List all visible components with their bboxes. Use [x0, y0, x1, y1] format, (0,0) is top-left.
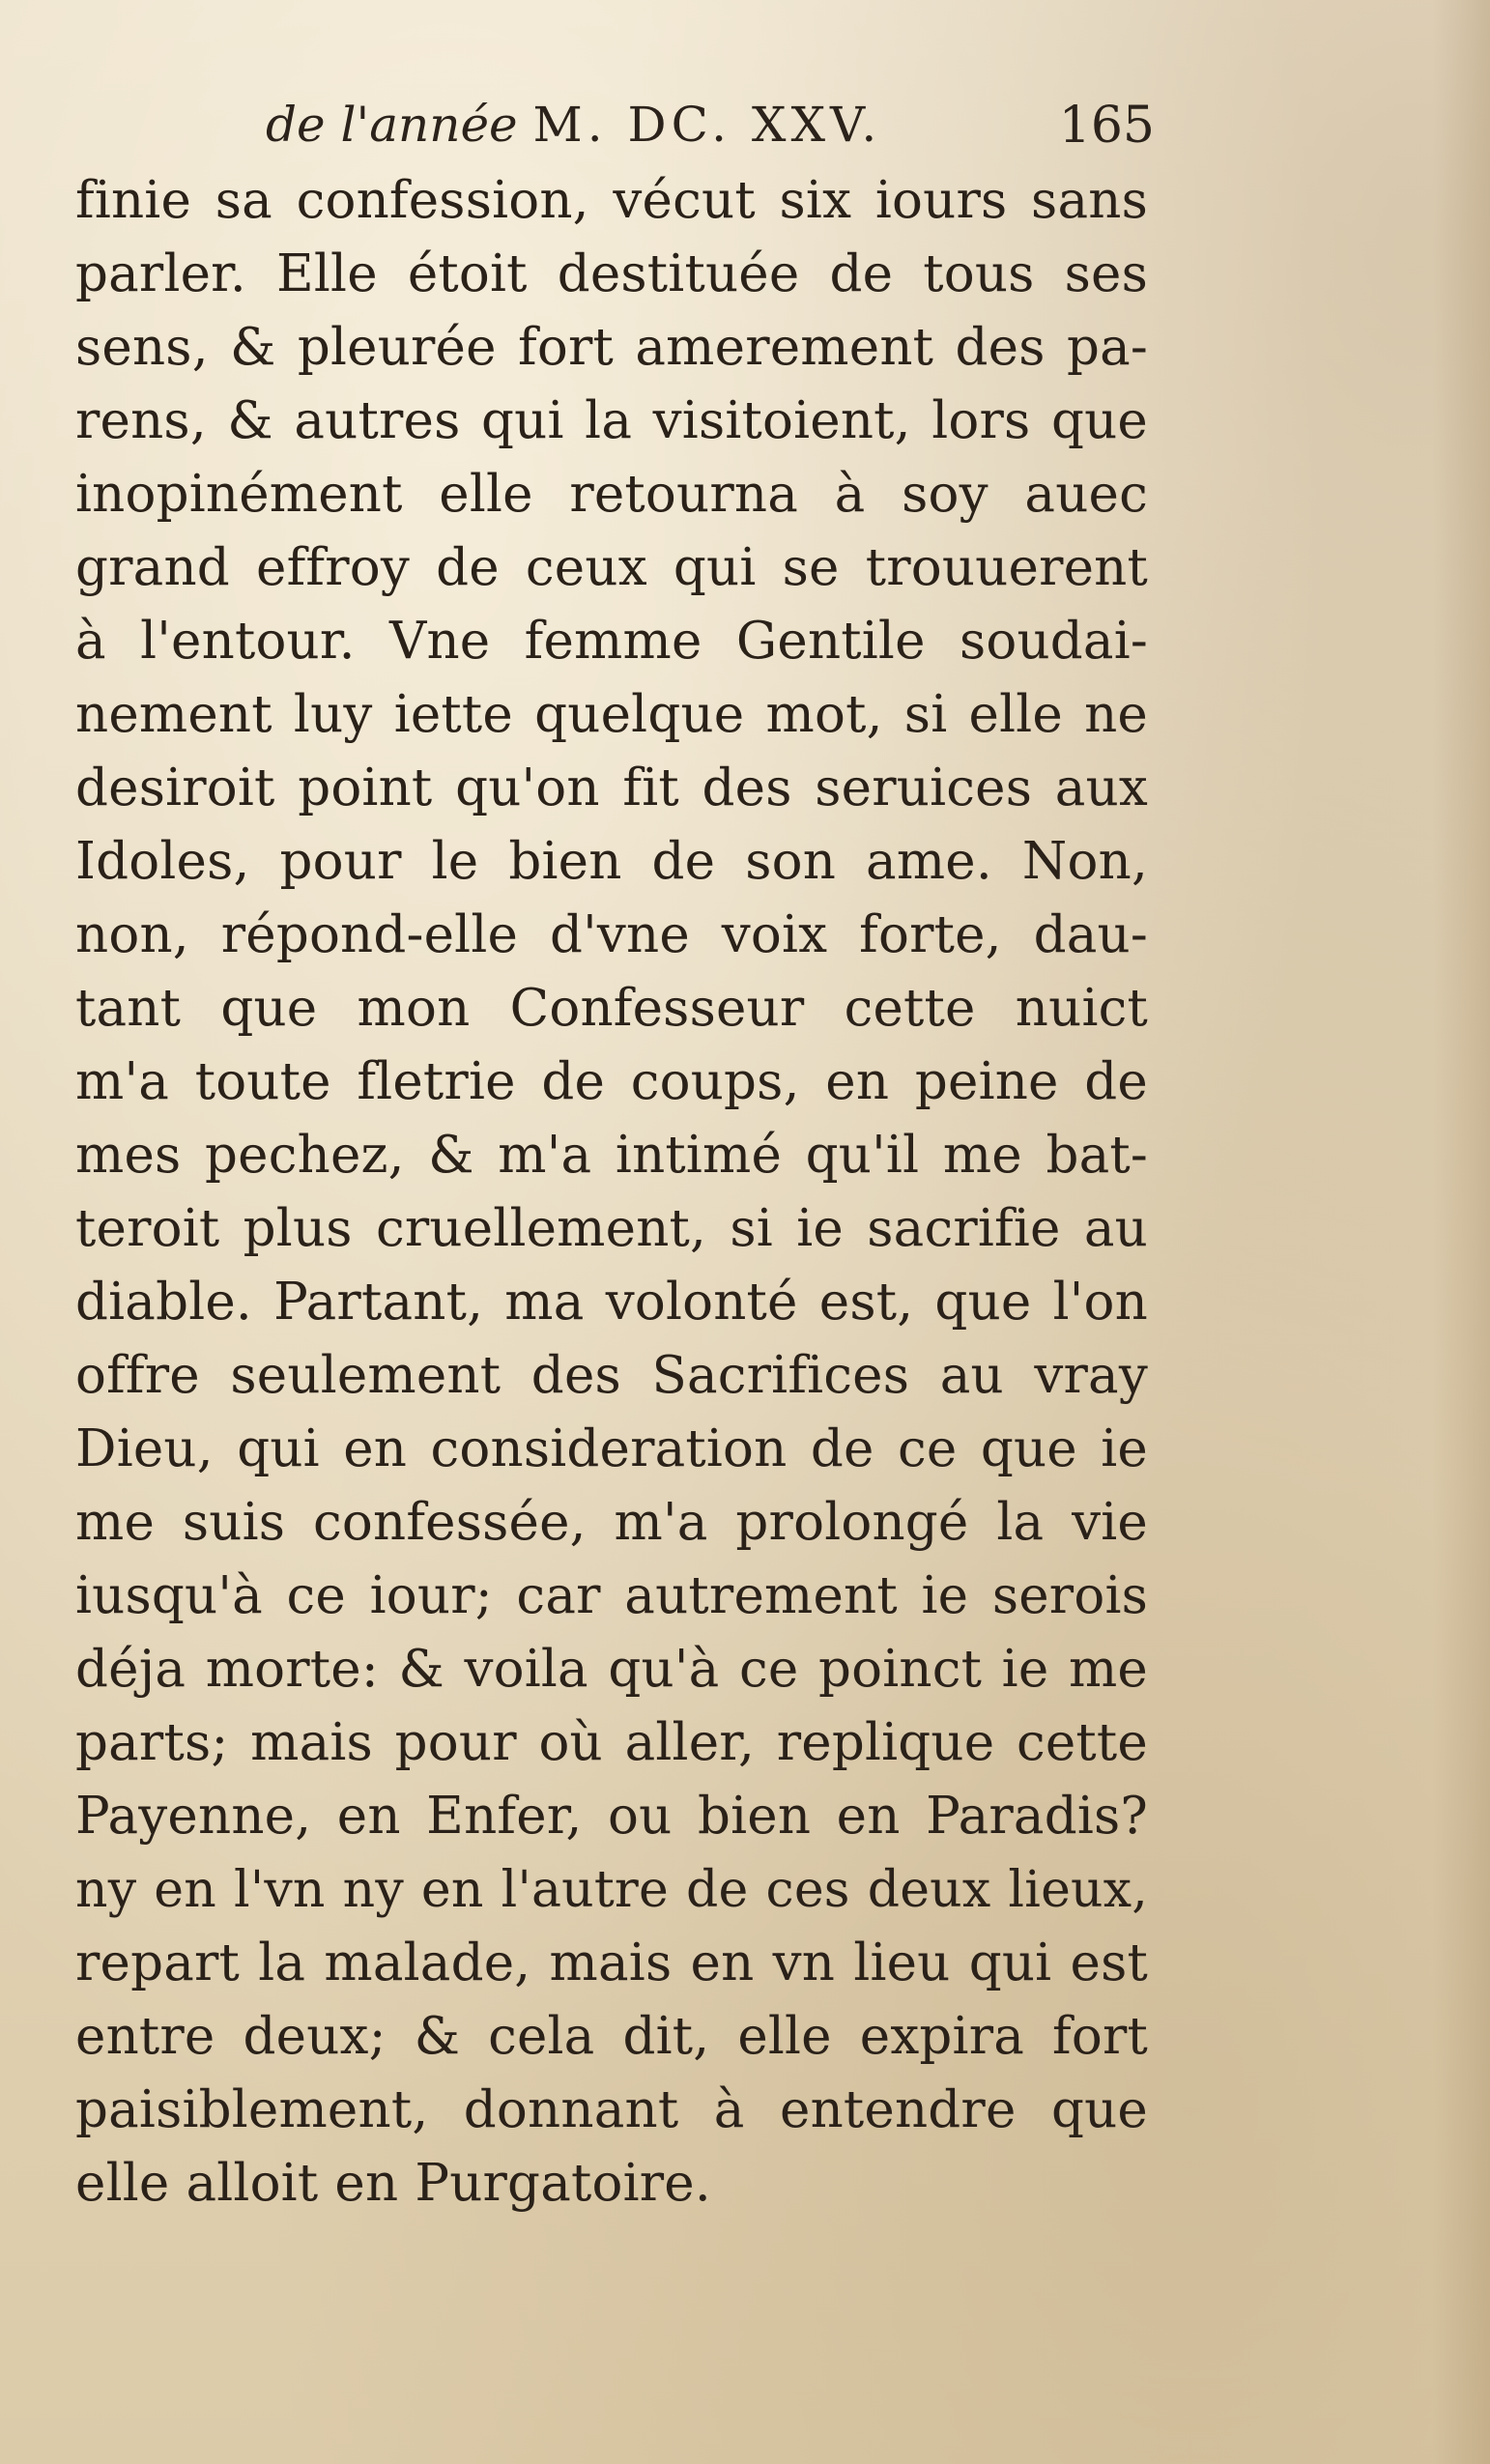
- text-line: m'a toute fletrie de coups, en peine de: [75, 1052, 1148, 1111]
- text-line: Payenne, en Enfer, ou bien en Paradis?: [75, 1787, 1148, 1846]
- text-line: tant que mon Confesseur cette nuict: [75, 979, 1148, 1038]
- running-title-year: M. DC. XXV.: [532, 97, 882, 153]
- page-edge-shadow: [1432, 0, 1490, 2464]
- text-line: à l'entour. Vne femme Gentile soudai-: [75, 612, 1148, 671]
- text-line: rens, & autres qui la visitoient, lors que: [75, 391, 1148, 450]
- text-line: grand effroy de ceux qui se trouuerent: [75, 538, 1148, 597]
- text-line: finie sa confession, vécut six iours sans: [75, 171, 1148, 230]
- text-line: sens, & pleurée fort amerement des pa-: [75, 318, 1148, 377]
- text-line: déja morte: & voila qu'à ce poinct ie me: [75, 1640, 1148, 1699]
- text-line-last: elle alloit en Purgatoire.: [75, 2154, 711, 2213]
- text-line: parler. Elle étoit destituée de tous ses: [75, 244, 1148, 303]
- running-title-italic: de l'année: [266, 97, 518, 153]
- text-line: Dieu, qui en consideration de ce que ie: [75, 1419, 1148, 1478]
- text-line: Idoles, pour le bien de son ame. Non,: [75, 832, 1148, 891]
- text-line: iusqu'à ce iour; car autrement ie serois: [75, 1566, 1148, 1625]
- text-line: diable. Partant, ma volonté est, que l'on: [75, 1273, 1148, 1332]
- running-title: [266, 97, 881, 153]
- text-line: repart la malade, mais en vn lieu qui est: [75, 1934, 1148, 1992]
- running-head: [266, 97, 1155, 164]
- text-line: parts; mais pour où aller, replique cette: [75, 1713, 1148, 1772]
- text-line: me suis confessée, m'a prolongé la vie: [75, 1493, 1148, 1552]
- text-line: inopinément elle retourna à soy auec: [75, 465, 1148, 524]
- text-line: desiroit point qu'on fit des seruices aux: [75, 759, 1148, 817]
- text-line: mes pechez, & m'a intimé qu'il me bat-: [75, 1126, 1148, 1185]
- text-line: teroit plus cruellement, si ie sacrifie au: [75, 1199, 1148, 1258]
- text-line: nement luy iette quelque mot, si elle ne: [75, 685, 1148, 744]
- body-text: [75, 164, 1148, 2220]
- text-line: non, répond-elle d'vne voix forte, dau-: [75, 905, 1148, 964]
- text-line: paisiblement, donnant à entendre que: [75, 2080, 1148, 2139]
- page-number: 165: [1058, 97, 1155, 155]
- text-line: offre seulement des Sacrifices au vray: [75, 1346, 1148, 1405]
- text-line: ny en l'vn ny en l'autre de ces deux lieux,: [75, 1861, 1148, 1919]
- text-line: entre deux; & cela dit, elle expira fort: [75, 2007, 1148, 2066]
